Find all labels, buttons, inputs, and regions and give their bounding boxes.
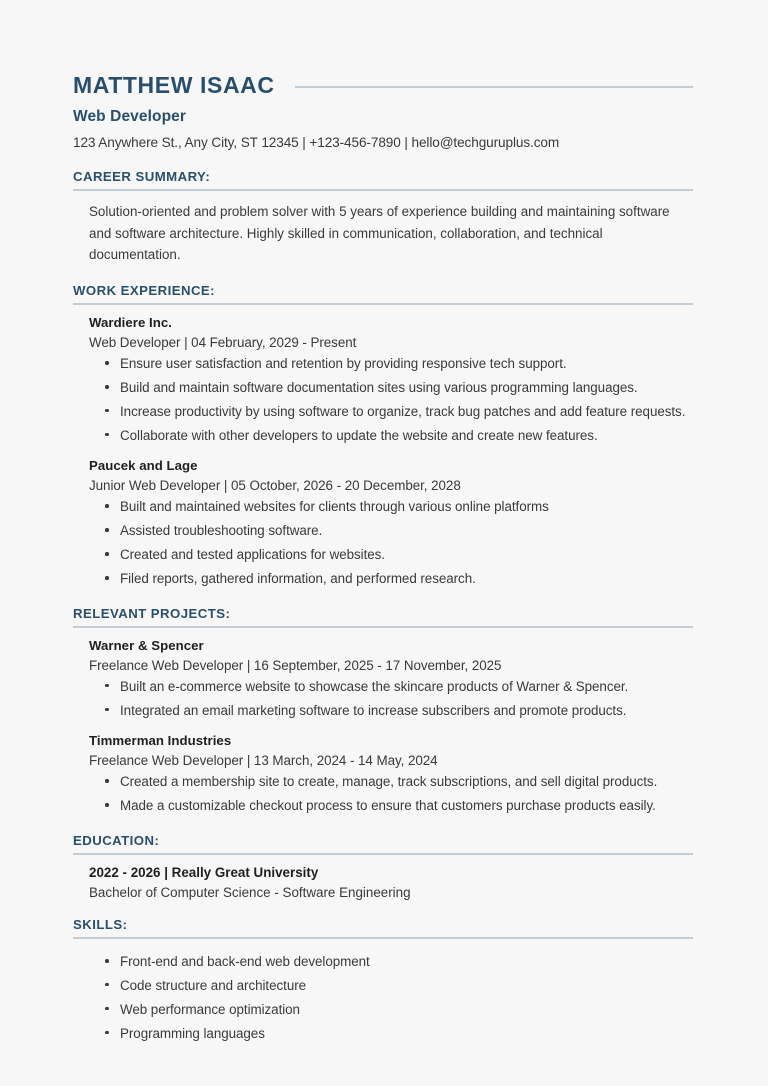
entry-role-and-dates: Freelance Web Developer | 13 March, 2024 - 14 May, 2024 — [89, 753, 438, 769]
section-relevant-projects — [73, 606, 693, 816]
work-experience-body — [73, 305, 693, 589]
section-career-summary — [73, 169, 693, 266]
contact-info-line: 123 Anywhere St., Any City, ST 12345 | +123-456-7890 | hello@techguruplus.com — [73, 135, 560, 150]
section-education — [73, 833, 693, 900]
header-divider-rule — [295, 86, 693, 88]
list-item: Created and tested applications for websites. — [103, 545, 693, 565]
list-item: Programming languages — [103, 1024, 693, 1044]
education-entry — [89, 865, 693, 900]
work-experience-entry — [89, 315, 693, 445]
list-item: Collaborate with other developers to update the website and create new features. — [103, 426, 693, 446]
entry-bullet-list — [89, 772, 693, 816]
entry-bullet-list — [89, 354, 693, 445]
candidate-job-title: Web Developer — [73, 108, 186, 125]
list-item: Ensure user satisfaction and retention by providing responsive tech support. — [103, 354, 693, 374]
entry-bullet-list — [89, 677, 693, 721]
entry-role-and-dates: Junior Web Developer | 05 October, 2026 - 20 December, 2028 — [89, 478, 461, 494]
resume-header — [73, 72, 693, 99]
entry-organization: Warner & Spencer — [89, 637, 204, 653]
section-skills — [73, 917, 693, 1043]
list-item: Front-end and back-end web development — [103, 952, 693, 972]
entry-role-and-dates: Web Developer | 04 February, 2029 - Present — [89, 335, 357, 351]
entry-organization: Wardiere Inc. — [89, 315, 172, 331]
skills-bullet-list — [89, 952, 693, 1043]
list-item: Code structure and architecture — [103, 976, 693, 996]
list-item: Web performance optimization — [103, 1000, 693, 1020]
list-item: Integrated an email marketing software to increase subscribers and promote products. — [103, 701, 693, 721]
education-body — [73, 855, 693, 900]
list-item: Build and maintain software documentation sites using various programming languages. — [103, 378, 693, 398]
education-years-and-school: 2022 - 2026 | Really Great University — [89, 865, 319, 881]
relevant-projects-body — [73, 628, 693, 816]
section-heading-skills: SKILLS: — [73, 917, 128, 933]
list-item: Made a customizable checkout process to ensure that customers purchase products easily. — [103, 796, 693, 816]
entry-role-and-dates: Freelance Web Developer | 16 September, 2025 - 17 November, 2025 — [89, 657, 502, 673]
section-heading-career-summary: CAREER SUMMARY: — [73, 169, 211, 184]
project-entry — [89, 733, 693, 816]
list-item: Increase productivity by using software to organize, track bug patches and add feature requests. — [103, 402, 693, 422]
candidate-name: MATTHEW ISAAC — [73, 72, 275, 98]
education-degree: Bachelor of Computer Science - Software Engineering — [89, 885, 411, 901]
list-item: Created a membership site to create, manage, track subscriptions, and sell digital products. — [103, 772, 693, 792]
section-heading-work-experience: WORK EXPERIENCE: — [73, 283, 216, 299]
list-item: Built an e-commerce website to showcase the skincare products of Warner & Spencer. — [103, 677, 693, 697]
work-experience-entry — [89, 458, 693, 588]
list-item: Built and maintained websites for clients through various online platforms — [103, 497, 693, 517]
section-heading-relevant-projects: RELEVANT PROJECTS: — [73, 605, 231, 621]
skills-body — [73, 939, 693, 1043]
project-entry — [89, 638, 693, 721]
career-summary-text: Solution-oriented and problem solver with 5 years of experience building and maintaining software and software architecture. Highly skilled in communication, collaboration, and technical documentation. — [89, 204, 670, 263]
career-summary-body — [73, 191, 693, 266]
entry-organization: Paucek and Lage — [89, 458, 198, 474]
entry-organization: Timmerman Industries — [89, 733, 232, 749]
list-item: Filed reports, gathered information, and performed research. — [103, 569, 693, 589]
list-item: Assisted troubleshooting software. — [103, 521, 693, 541]
entry-bullet-list — [89, 497, 693, 588]
section-work-experience — [73, 283, 693, 589]
section-heading-education: EDUCATION: — [73, 833, 160, 849]
